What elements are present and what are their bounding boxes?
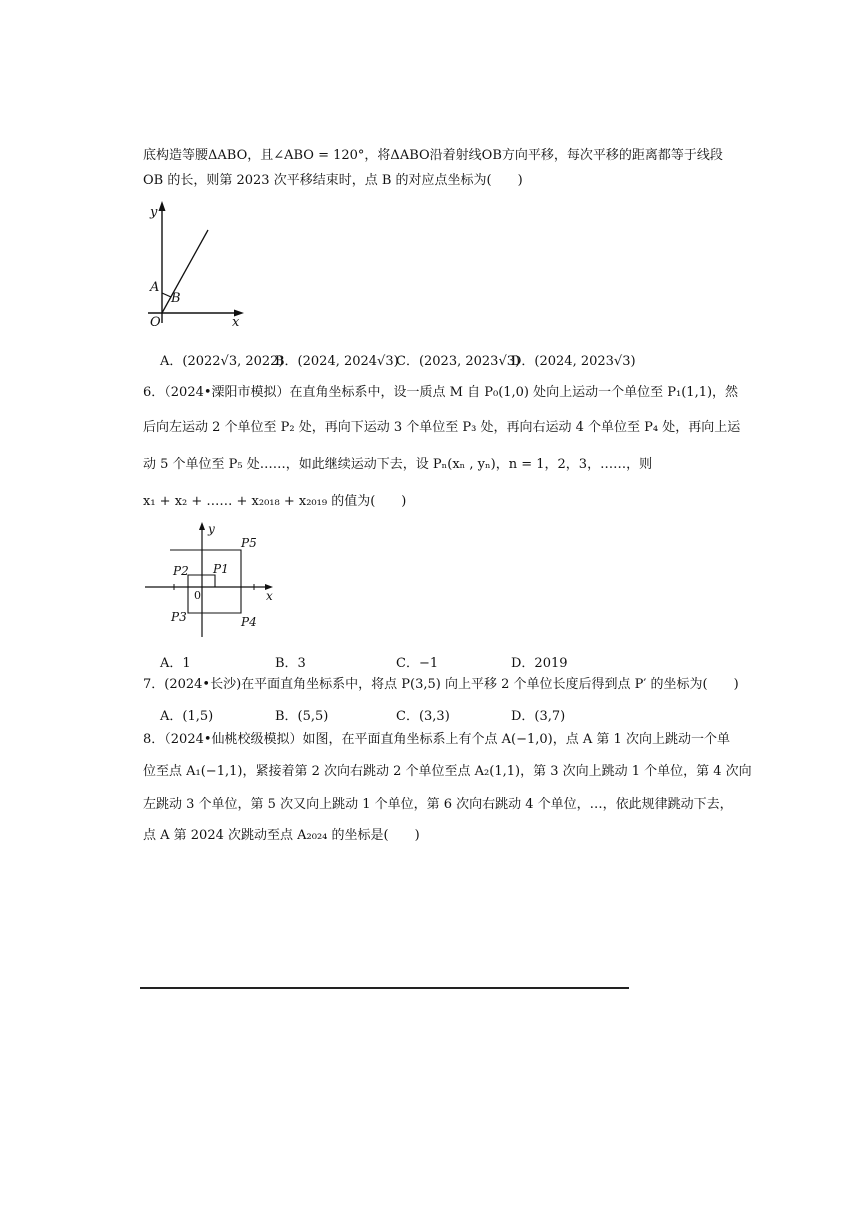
q6-spiral-path (170, 550, 241, 613)
q8-line-1: 8．（2024•仙桃校级模拟）如图，在平面直角坐标系上有个点 A(−1,0)，点 A 第 1 次向上跳动一个单 (143, 732, 730, 747)
q6-option-d[interactable]: D．2019 (511, 656, 568, 671)
q6-label-p5: P5 (241, 536, 257, 550)
q6-line-4: x₁ + x₂ + …… + x₂₀₁₈ + x₂₀₁₉ 的值为( ) (143, 494, 407, 509)
q7-option-a[interactable]: A．(1,5) (160, 709, 214, 724)
q5-label-y: y (150, 205, 158, 220)
q5-label-a: A (150, 280, 160, 295)
q6-option-c[interactable]: C．−1 (396, 656, 439, 671)
q7-option-d[interactable]: D．(3,7) (511, 709, 566, 724)
q6-line-1: 6．（2024•溧阳市模拟）在直角坐标系中，设一质点 M 自 P₀(1,0) 处向上运动一个单位至 P₁(1,1)，然 (143, 385, 739, 400)
q6-figure (140, 517, 285, 642)
q8-line-4: 点 A 第 2024 次跳动至点 A₂₀₂₄ 的坐标是( ) (143, 828, 420, 843)
q7-line-1: 7．(2024•长沙)在平面直角坐标系中，将点 P(3,5) 向上平移 2 个单位长度后得到点 P′ 的坐标为( ) (143, 677, 739, 692)
q7-option-b[interactable]: B．(5,5) (275, 709, 329, 724)
q7-option-c[interactable]: C．(3,3) (396, 709, 450, 724)
q5-option-b[interactable]: B．(2024, 2024√3) (275, 354, 399, 369)
q5-figure (140, 198, 250, 333)
q8-line-3: 左跳动 3 个单位，第 5 次又向上跳动 1 个单位，第 6 次向右跳动 4 个单位，…，依此规律跳动下去， (143, 797, 733, 812)
q5-segment-ab (162, 293, 171, 297)
q5-option-d[interactable]: D．(2024, 2023√3) (511, 354, 636, 369)
q8-line-2: 位至点 A₁(−1,1)，紧接着第 2 次向右跳动 2 个单位至点 A₂(1,1)，第 3 次向上跳动 1 个单位，第 4 次向 (143, 764, 752, 779)
q6-label-origin: 0 (194, 589, 201, 602)
q5-y-arrow (159, 201, 166, 211)
q6-y-arrow (199, 522, 205, 530)
q6-label-p2: P2 (173, 564, 189, 578)
footer-divider (140, 987, 629, 989)
q5-label-x: x (232, 315, 240, 330)
q6-label-p3: P3 (171, 610, 187, 624)
q5-label-o: O (150, 315, 161, 330)
q6-option-a[interactable]: A．1 (160, 656, 191, 671)
q6-label-p4: P4 (241, 615, 257, 629)
q6-label-y: y (208, 522, 215, 536)
q6-label-p1: P1 (213, 562, 229, 576)
q5-option-a[interactable]: A．(2022√3, 2022) (160, 354, 284, 369)
q6-option-b[interactable]: B．3 (275, 656, 306, 671)
q5-line-2: OB 的长，则第 2023 次平移结束时，点 B 的对应点坐标为( ) (143, 173, 523, 188)
q5-ray-ob (162, 230, 208, 313)
q5-line-1: 底构造等腰ΔABO，且∠ABO = 120°，将ΔABO沿着射线OB方向平移，每次平移的距离都等于线段 (143, 148, 723, 163)
q6-line-3: 动 5 个单位至 P₅ 处……，如此继续运动下去，设 Pₙ(xₙ , yₙ)，n = 1，2，3，……，则 (143, 457, 653, 472)
q5-label-b: B (171, 291, 181, 306)
q6-line-2: 后向左运动 2 个单位至 P₂ 处，再向下运动 3 个单位至 P₃ 处，再向右运动 4 个单位至 P₄ 处，再向上运 (143, 420, 741, 435)
q5-option-c[interactable]: C．(2023, 2023√3) (396, 354, 521, 369)
q6-label-x: x (266, 589, 273, 603)
